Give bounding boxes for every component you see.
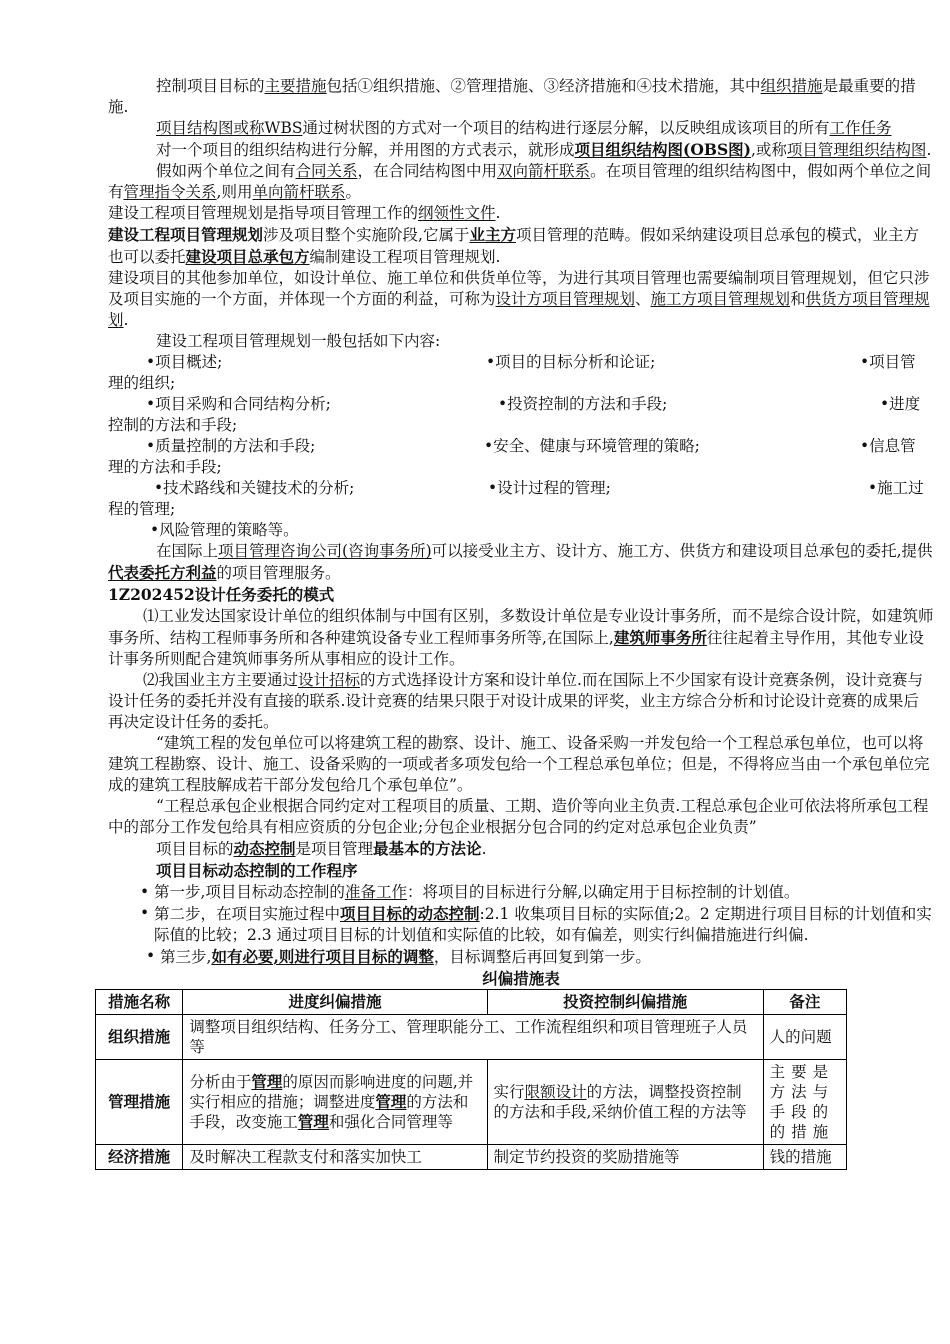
paragraph-design-bidding: ⑵我国业主方主要通过设计招标的方式选择设计方案和设计单位.而在国际上不少国家有设计竞赛条例，设计竞赛与设计任务的委托并没有直接的联系.设计竞赛的结果只限于对设计成果的评奖，业主方综合分析和讨论设计竞赛的成果后再决定设计任务的委托。 <box>108 671 923 731</box>
document-page <box>108 76 934 1170</box>
contents-row: •项目概述; •项目的目标分析和论证; •项目管 <box>146 353 916 371</box>
table-caption: 纠偏措施表 <box>482 969 560 988</box>
paragraph-contract-relation: 假如两个单位之间有合同关系，在合同结构图中用双向箭杆联系。在项目管理的组织结构图中，假如两个单位之间有管理指令关系,则用单向箭杆联系。 <box>108 162 932 201</box>
section-heading-procedure: 项目目标动态控制的工作程序 <box>156 861 358 880</box>
step-list-item: • 第一步,项目目标动态控制的准备工作：将项目的目标进行分解,以确定用于目标控制的计划值。 <box>140 883 800 901</box>
paragraph-control-measures: 控制项目目标的主要措施包括①组织措施、②管理措施、③经济措施和④技术措施，其中组织措施是最重要的措施. <box>108 77 916 116</box>
table-header-row: 措施名称 进度纠偏措施 投资控制纠偏措施 备注 <box>96 990 847 1015</box>
contents-list: •项目概述; •项目的目标分析和论证; •项目管 理的组织; •项目采购和合同结构分析; •投资控制的方法和手段; •进度 控制的方法和手段; •质量控制的方法和手段; •安全、健康与环境管理的策略; •信息管 理的方法和手段; •技术路线和关键技术的分析; •设计过程的管理; •施工过 程的管理; •风险管理的策略等。 <box>108 352 934 541</box>
paragraph-quote-contracting: “建筑工程的发包单位可以将建筑工程的勘察、设计、施工、设备采购一并发包给一个工程总承包单位，也可以将建筑工程勘察、设计、施工、设备采购的一项或者多项发包给一个工程总承包单位；但是，不得将应当由一个承包单位完成的建筑工程肢解成若干部分发包给几个承包单位”。 <box>108 734 930 794</box>
paragraph-consulting: 在国际上项目管理咨询公司(咨询事务所)可以接受业主方、设计方、施工方、供货方和建设项目总承包的委托,提供代表委托方利益的项目管理服务。 <box>108 542 933 582</box>
section-heading-design-commission: 1Z202452设计任务委托的模式 <box>108 585 335 604</box>
paragraph-quote-general-contractor: “工程总承包企业根据合同约定对工程项目的质量、工期、造价等向业主负责.工程总承包企业可依法将所承包工程中的部分工作发包给具有相应资质的分包企业;分包企业根据分包合同的约定对总承包企业负责” <box>108 797 929 836</box>
paragraph-wbs: 项目结构图或称WBS通过树状图的方式对一个项目的结构进行逐层分解，以反映组成该项目的所有工作任务 <box>156 119 892 137</box>
step-list-item: • 第三步,如有必要,则进行项目目标的调整，目标调整后再回复到第一步。 <box>146 947 651 966</box>
contents-row: •技术路线和关键技术的分析; •设计过程的管理; •施工过 <box>154 479 924 497</box>
table-row: 经济措施 及时解决工程款支付和落实加快工 制定节约投资的奖励措施等 钱的措施 <box>96 1145 847 1170</box>
paragraph-dynamic-control: 项目目标的动态控制是项目管理最基本的方法论. <box>156 839 487 858</box>
paragraph-design-firms: ⑴工业发达国家设计单位的组织体制与中国有区别，多数设计单位是专业设计事务所，而不是综合设计院，如建筑师事务所、结构工程师事务所和各种建筑设备专业工程师事务所等,在国际上,建筑师事务所往往起着主导作用，其他专业设计事务所则配合建筑师事务所从事相应的设计工作。 <box>108 607 934 668</box>
contents-row: •项目采购和合同结构分析; •投资控制的方法和手段; •进度 <box>146 395 921 413</box>
paragraph-plan-owner: 建设工程项目管理规划涉及项目整个实施阶段,它属于业主方项目管理的范畴。假如采纳建设项目总承包的模式，业主方也可以委托建设项目总承包方编制建设工程项目管理规划. <box>108 225 919 266</box>
contents-row: •质量控制的方法和手段; •安全、健康与环境管理的策略; •信息管 <box>146 437 916 455</box>
paragraph-obs: 对一个项目的组织结构进行分解，并用图的方式表示，就形成项目组织结构图(OBS图),或称项目管理组织结构图. <box>156 140 932 159</box>
paragraph-plan-contents-intro: 建设工程项目管理规划一般包括如下内容: <box>156 332 441 350</box>
table-row: 组织措施 调整项目组织结构、任务分工、管理职能分工、工作流程组织和项目管理班子人员等 人的问题 <box>96 1015 847 1060</box>
paragraph-plan-guidance: 建设工程项目管理规划是指导项目管理工作的纲领性文件. <box>108 204 501 222</box>
paragraph-other-parties: 建设项目的其他参加单位，如设计单位、施工单位和供货单位等，为进行其项目管理也需要编制项目管理规划，但它只涉及项目实施的一个方面，并体现一个方面的利益，可称为设计方项目管理规划、施工方项目管理规划和供货方项目管理规划. <box>108 269 930 329</box>
correction-measures-table <box>95 989 847 1170</box>
step-list-item: • 第二步，在项目实施过程中项目目标的动态控制:2.1 收集项目目标的实际值;2。2 定期进行项目目标的计划值和实际值的比较；2.3 通过项目目标的计划值和实际值的比较，如有偏差，则实行纠偏措施进行纠偏. <box>140 904 932 944</box>
table-row: 管理措施 分析由于管理的原因而影响进度的问题,并实行相应的措施；调整进度管理的方法和手段，改变施工管理和强化合同管理等 实行限额设计的方法，调整投资控制的方法和手段,采纳价值工程的方法等 主要是方法与手段的的措施 <box>96 1060 847 1145</box>
